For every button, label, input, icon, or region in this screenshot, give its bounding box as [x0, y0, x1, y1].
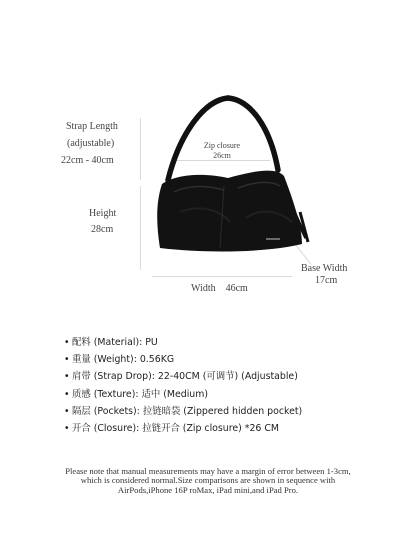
bag-strap-left [168, 98, 228, 180]
bullet-icon: • [64, 405, 70, 417]
note-line-2: which is considered normal.Size comparisons are shown in sequence with [80, 475, 336, 486]
spec-item-closure: • 开合 (Closure): 拉链开合 (Zip closure) *26 CM [64, 420, 302, 437]
height-value: 28cm [91, 224, 114, 235]
bag-strap-right [228, 98, 278, 170]
handbag-image [150, 92, 315, 262]
bullet-icon: • [64, 388, 70, 400]
note-line-1: Please note that manual measurements may have a margin of error between 1-3cm, [65, 466, 351, 476]
base-width-label: Base Width [301, 263, 348, 274]
bullet-icon: • [64, 337, 70, 348]
spec-item-material: • 配料 (Material): PU [64, 334, 302, 351]
note-line-3: AirPods,iPhone 16P roMax, iPad mini,and iPad Pro. [117, 484, 299, 495]
measurement-note [0, 467, 416, 495]
width-label: Width 46cm [191, 283, 248, 294]
spec-item-pockets: • 隔层 (Pockets): 拉链暗袋 (Zippered hidden pocket) [64, 403, 302, 420]
bullet-icon: • [64, 354, 70, 366]
brand-tag [266, 238, 280, 240]
zip-closure-label: Zip closure 26cm [200, 141, 244, 161]
zip-closure-value: 26cm [213, 151, 231, 160]
strap-guide-line [140, 118, 141, 180]
width-guide-line [152, 276, 292, 277]
height-guide-line [140, 186, 141, 270]
spec-item-strap-drop: • 肩带 (Strap Drop): 22-40CM (可调节) (Adjustable) [64, 368, 302, 385]
base-width-value: 17cm [315, 275, 338, 286]
bag-body [157, 171, 302, 252]
spec-item-weight: • 重量 (Weight): 0.56KG [64, 351, 302, 368]
strap-length-line1: Strap Length [66, 121, 118, 132]
bullet-icon: • [64, 423, 70, 435]
strap-length-value: 22cm - 40cm [61, 155, 114, 166]
specs-list [64, 334, 302, 437]
strap-length-adjustable: (adjustable) [67, 138, 115, 149]
spec-item-texture: • 质感 (Texture): 适中 (Medium) [64, 386, 302, 403]
height-label: Height [89, 208, 117, 219]
bullet-icon: • [64, 371, 70, 383]
strap-length-label [66, 120, 118, 134]
